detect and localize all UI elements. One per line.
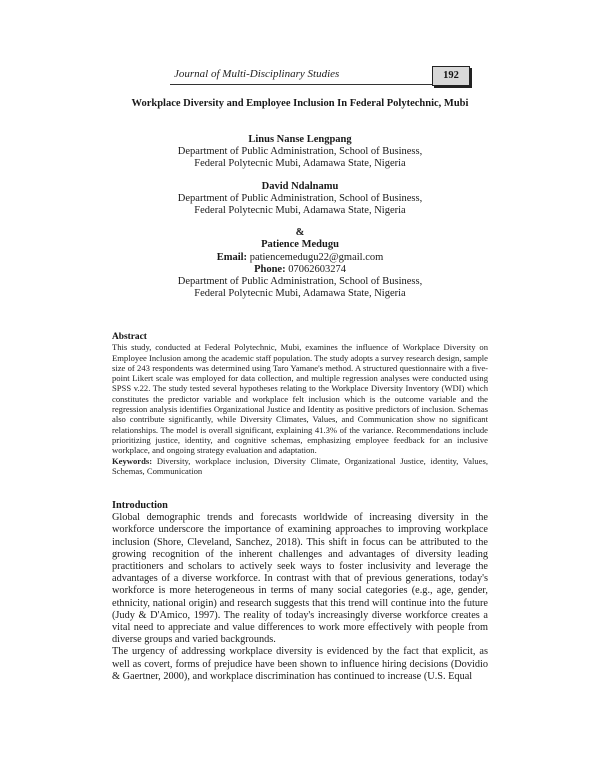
author-name: David Ndalnamu (261, 180, 339, 192)
phone-number: 07062603274 (288, 263, 346, 275)
author-phone (110, 264, 490, 276)
email-address: patiencemedugu22@gmail.com (249, 251, 384, 263)
introduction-paragraph: Global demographic trends and forecasts worldwide of increasing diversity in the workforce underscore the importance of examining approaches to improving workplace inclusion (Shore, Cleveland, Sanchez, 2018). This shift in focus can be attributed to the growing recognition of the inherent challenges and advantages of diversity leading practitioners and scholars to actively seek ways to foster inclusivity and leverage the advantages of a diverse workforce. In contrast with that of previous generations, today's workforce is more heterogeneous in terms of many social categories (e.g., age, gender, ethnicity, national origin) and research suggests that this trend will continue into the future (Judy & D'Amico, 1997). The reality of today's increasingly diverse workforce creates a vital need to appreciate and value differences to work more effectively with people from diverse groups and varied backgrounds. (112, 512, 488, 646)
keywords-label: Keywords: (112, 455, 153, 466)
paper-title: Workplace Diversity and Employee Inclusion In Federal Polytechnic, Mubi (131, 98, 469, 109)
author-name: Linus Nanse Lengpang (248, 134, 352, 145)
journal-name: Journal of Multi-Disciplinary Studies (174, 68, 340, 80)
ampersand: & (295, 227, 305, 239)
introduction-heading: Introduction (112, 500, 168, 511)
introduction-section (112, 500, 488, 683)
author-institution: Federal Polytecnic Mubi, Adamawa State, Nigeria (194, 158, 406, 170)
author-name: Patience Medugu (261, 239, 339, 251)
phone-label: Phone: (254, 263, 286, 275)
abstract-heading: Abstract (112, 332, 147, 342)
running-header (170, 68, 470, 85)
abstract-section (112, 332, 488, 476)
author-institution: Federal Polytecnic Mubi, Adamawa State, Nigeria (194, 288, 406, 300)
author-department: Department of Public Administration, School of Business, (177, 276, 423, 288)
author-department: Department of Public Administration, School of Business, (177, 192, 423, 204)
introduction-paragraph: The urgency of addressing workplace diversity is evidenced by the fact that explicit, as well as covert, forms of prejudice have been shown to influence hiring decisions (Dovidio & Gaertner, 2000), and workplace discrimination has continued to increase (U.S. Equal (112, 646, 488, 682)
keywords-line (112, 456, 488, 477)
email-label: Email: (216, 251, 248, 263)
author-block (110, 134, 490, 300)
page-number: 192 (432, 66, 470, 86)
abstract-body: This study, conducted at Federal Polytechnic, Mubi, examines the influence of Workplace Diversity on Employee Inclusion among the academic staff population. The study adopts a survey research design, sample size of 243 respondents was determined using Taro Yamane's method. A structured questionnaire with a five-point Likert scale was employed for data collection, and multiple regression analyses were conducted using SPSS v.22. The study tested several hypotheses relating to the Workplace Diversity Inventory (WDI) which constitutes the predictor variable and workplace felt inclusion which is the outcome variable and the regression analysis identifies Organizational Justice and Identity as positive predictors of inclusion. Schemas also contribute significantly, while Diversity Climates, Values, and Communication show no significant relationships. The model is overall significant, explaining 41.3% of the variance. Recommendations include prioritizing justice, identity, and cognitive schemas, emphasizing employee feedback for an inclusive workplace, and ongoing strategy evaluation and adaptation. (112, 342, 488, 456)
keywords-list: Diversity, workplace inclusion, Diversity Climate, Organizational Justice, identity, Values, Schemas, Communication (112, 455, 488, 476)
author-email (110, 252, 490, 264)
author-department: Department of Public Administration, School of Business, (177, 146, 423, 158)
author-institution: Federal Polytecnic Mubi, Adamawa State, Nigeria (194, 205, 406, 217)
